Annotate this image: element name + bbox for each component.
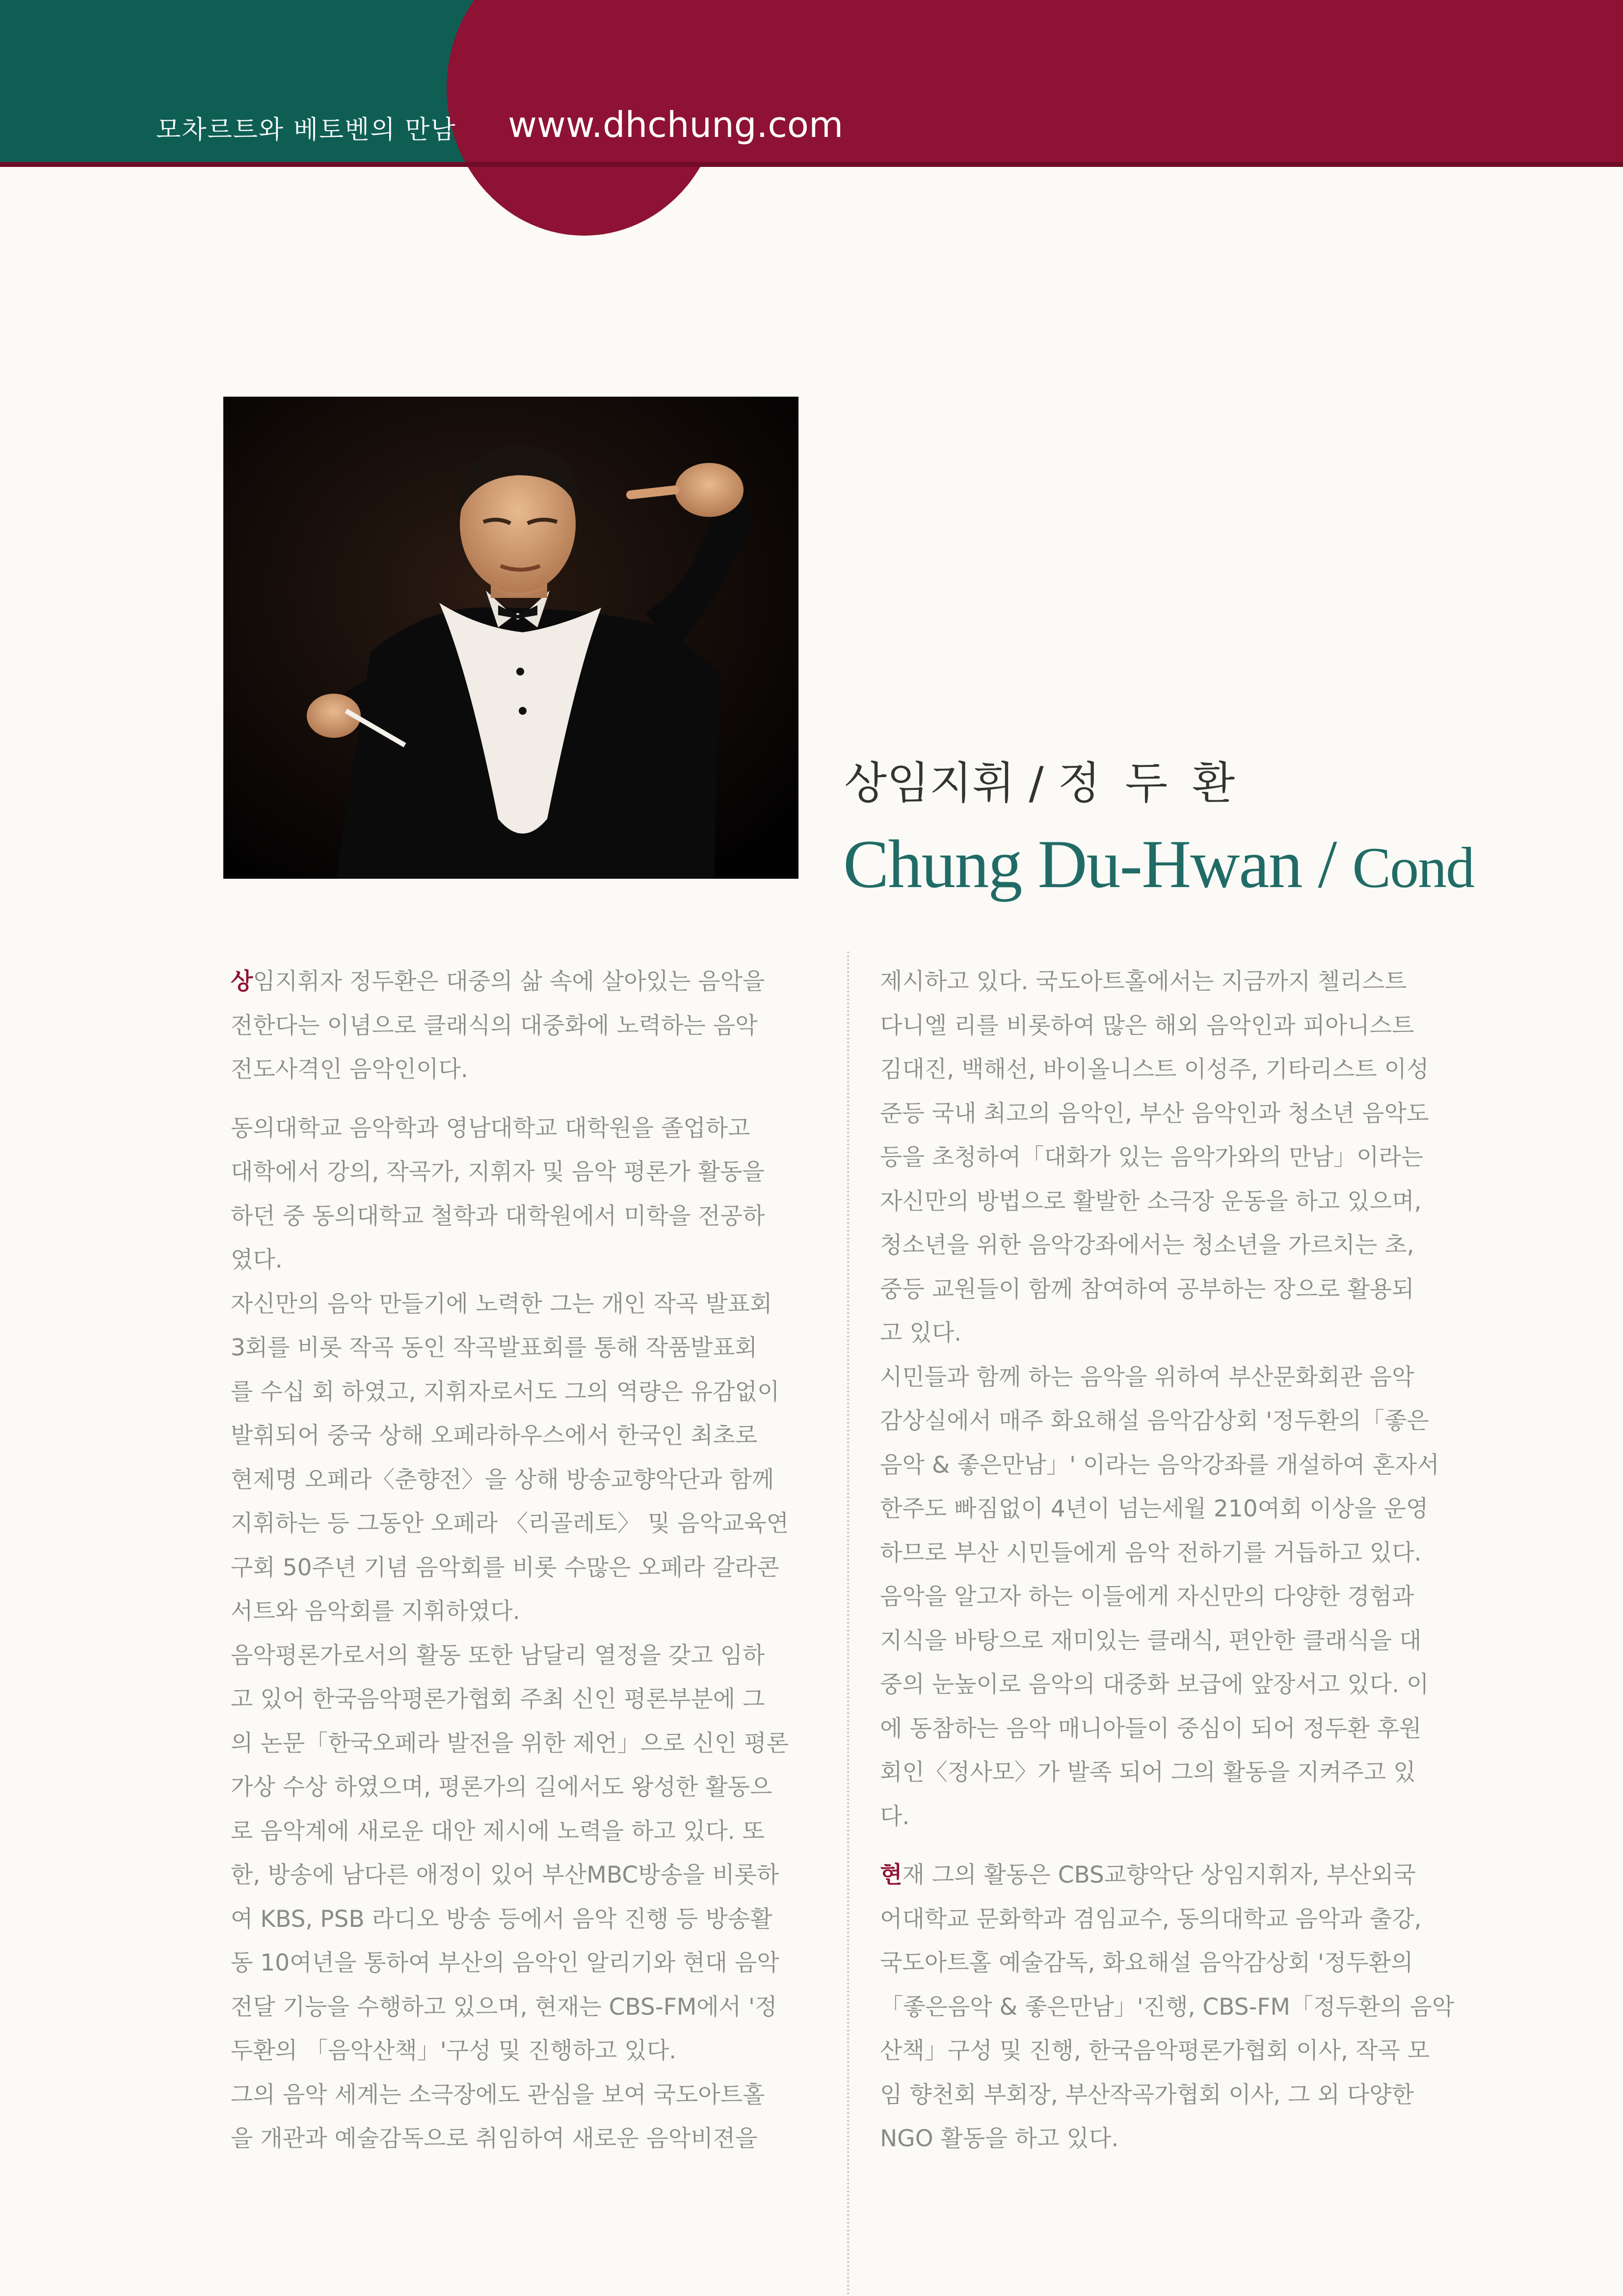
drop-cap: 현 [880, 1862, 903, 1889]
paragraph: 동의대학교 음악학과 영남대학교 대학원을 졸업하고 대학에서 강의, 작곡가, 지휘자 및 음악 평론가 활동을 하던 중 동의대학교 철학과 대학원에서 미학을 전공하 였다. [231, 1114, 765, 1273]
conductor-photo [223, 397, 798, 879]
paragraph: 음악평론가로서의 활동 또한 남달리 열정을 갖고 임하 고 있어 한국음악평론가협회 주최 신인 평론부분에 그 의 논문「한국오페라 발전을 위한 제언」으로 신인 평론 가상 수상 하였으며, 평론가의 길에서도 왕성한 활동으 로 음악계에 새로운 대안 제시에 노력을 하고 있다. 또 한, 방송에 남다른 애정이 있어 부산MBC방송을 비롯하 여 KBS, PSB 라디오 방송 등에서 음악 진행 등 방송활 동 10여년을 통하여 부산의 음악인 알리기와 현대 음악 전달 기능을 수행하고 있으며, 현재는 CBS-FM에서 '정 두환의 「음악산책」'구성 및 진행하고 있다. [231, 1642, 789, 2064]
english-role: Cond [1352, 836, 1474, 900]
english-title [843, 825, 1474, 904]
paragraph-text: 임지휘자 정두환은 대중의 삶 속에 살아있는 음악을 전한다는 이념으로 클래식의 대중화에 노력하는 음악 전도사격인 음악인이다. [231, 968, 765, 1083]
conductor-illustration [223, 397, 798, 879]
right-column [880, 960, 1459, 2161]
paragraph: 제시하고 있다. 국도아트홀에서는 지금까지 첼리스트 다니엘 리를 비롯하여 많은 해외 음악인과 피아니스트 김대진, 백해선, 바이올니스트 이성주, 기타리스트 이성 준등 국내 최고의 음악인, 부산 음악인과 청소년 음악도 등을 초청하여「대화가 있는 음악가와의 만남」이라는 자신만의 방법으로 활발한 소극장 운동을 하고 있으며, 청소년을 위한 음악강좌에서는 청소년을 가르치는 초, 중등 교원들이 함께 참여하여 공부하는 장으로 활용되 고 있다. [880, 968, 1429, 1347]
paragraph: 그의 음악 세계는 소극장에도 관심을 보여 국도아트홀 을 개관과 예술감독으로 취임하여 새로운 음악비젼을 [231, 2081, 765, 2152]
header-title: 모차르트와 베토벤의 만남 [156, 115, 456, 145]
header-divider [0, 162, 1623, 167]
english-name: Chung Du-Hwan / [843, 826, 1336, 902]
drop-cap: 상 [231, 968, 253, 995]
header-url[interactable]: www.dhchung.com [508, 104, 844, 145]
paragraph: 시민들과 함께 하는 음악을 위하여 부산문화회관 음악 감상실에서 매주 화요해설 음악감상회 '정두환의「좋은 음악 & 좋은만남」' 이라는 음악강좌를 개설하여 혼자서 한주도 빠짐없이 4년이 넘는세월 210여회 이상을 운영 하므로 부산 시민들에게 음악 전하기를 거듭하고 있다. 음악을 알고자 하는 이들에게 자신만의 다양한 경험과 지식을 바탕으로 재미있는 클래식, 편안한 클래식을 대 중의 눈높이로 음악의 대중화 보급에 앞장서고 있다. 이 에 동참하는 음악 매니아들이 중심이 되어 정두환 후원 회인〈정사모〉가 발족 되어 그의 활동을 지켜주고 있 다. [880, 1363, 1439, 1830]
korean-title [844, 747, 1259, 811]
korean-name: 정두환 [1058, 757, 1260, 809]
column-divider [847, 951, 849, 2296]
paragraph [231, 960, 810, 1092]
paragraph: 자신만의 음악 만들기에 노력한 그는 개인 작곡 발표회 3회를 비롯 작곡 동인 작곡발표회를 통해 작품발표회 를 수십 회 하였고, 지휘자로서도 그의 역량은 유감없이 발휘되어 중국 상해 오페라하우스에서 한국인 최초로 현제명 오페라〈춘향전〉을 상해 방송교향악단과 함께 지휘하는 등 그동안 오페라 〈리골레토〉 및 음악교육연 구회 50주년 기념 음악회를 비롯 수많은 오페라 갈라콘 서트와 음악회를 지휘하였다. [231, 1290, 789, 1625]
left-column [231, 960, 810, 2161]
korean-role: 상임지휘 / [844, 757, 1044, 809]
paragraph [880, 1853, 1459, 2161]
paragraph-text: 재 그의 활동은 CBS교향악단 상임지휘자, 부산외국 어대학교 문화학과 겸임교수, 동의대학교 음악과 출강, 국도아트홀 예술감독, 화요해설 음악감상회 '정두환의 「좋은음악 & 좋은만남」'진행, CBS-FM「정두환의 음악 산책」구성 및 진행, 한국음악평론가협회 이사, 작곡 모 임 향천회 부회장, 부산작곡가협회 이사, 그 외 다양한 NGO 활동을 하고 있다. [880, 1862, 1455, 2152]
